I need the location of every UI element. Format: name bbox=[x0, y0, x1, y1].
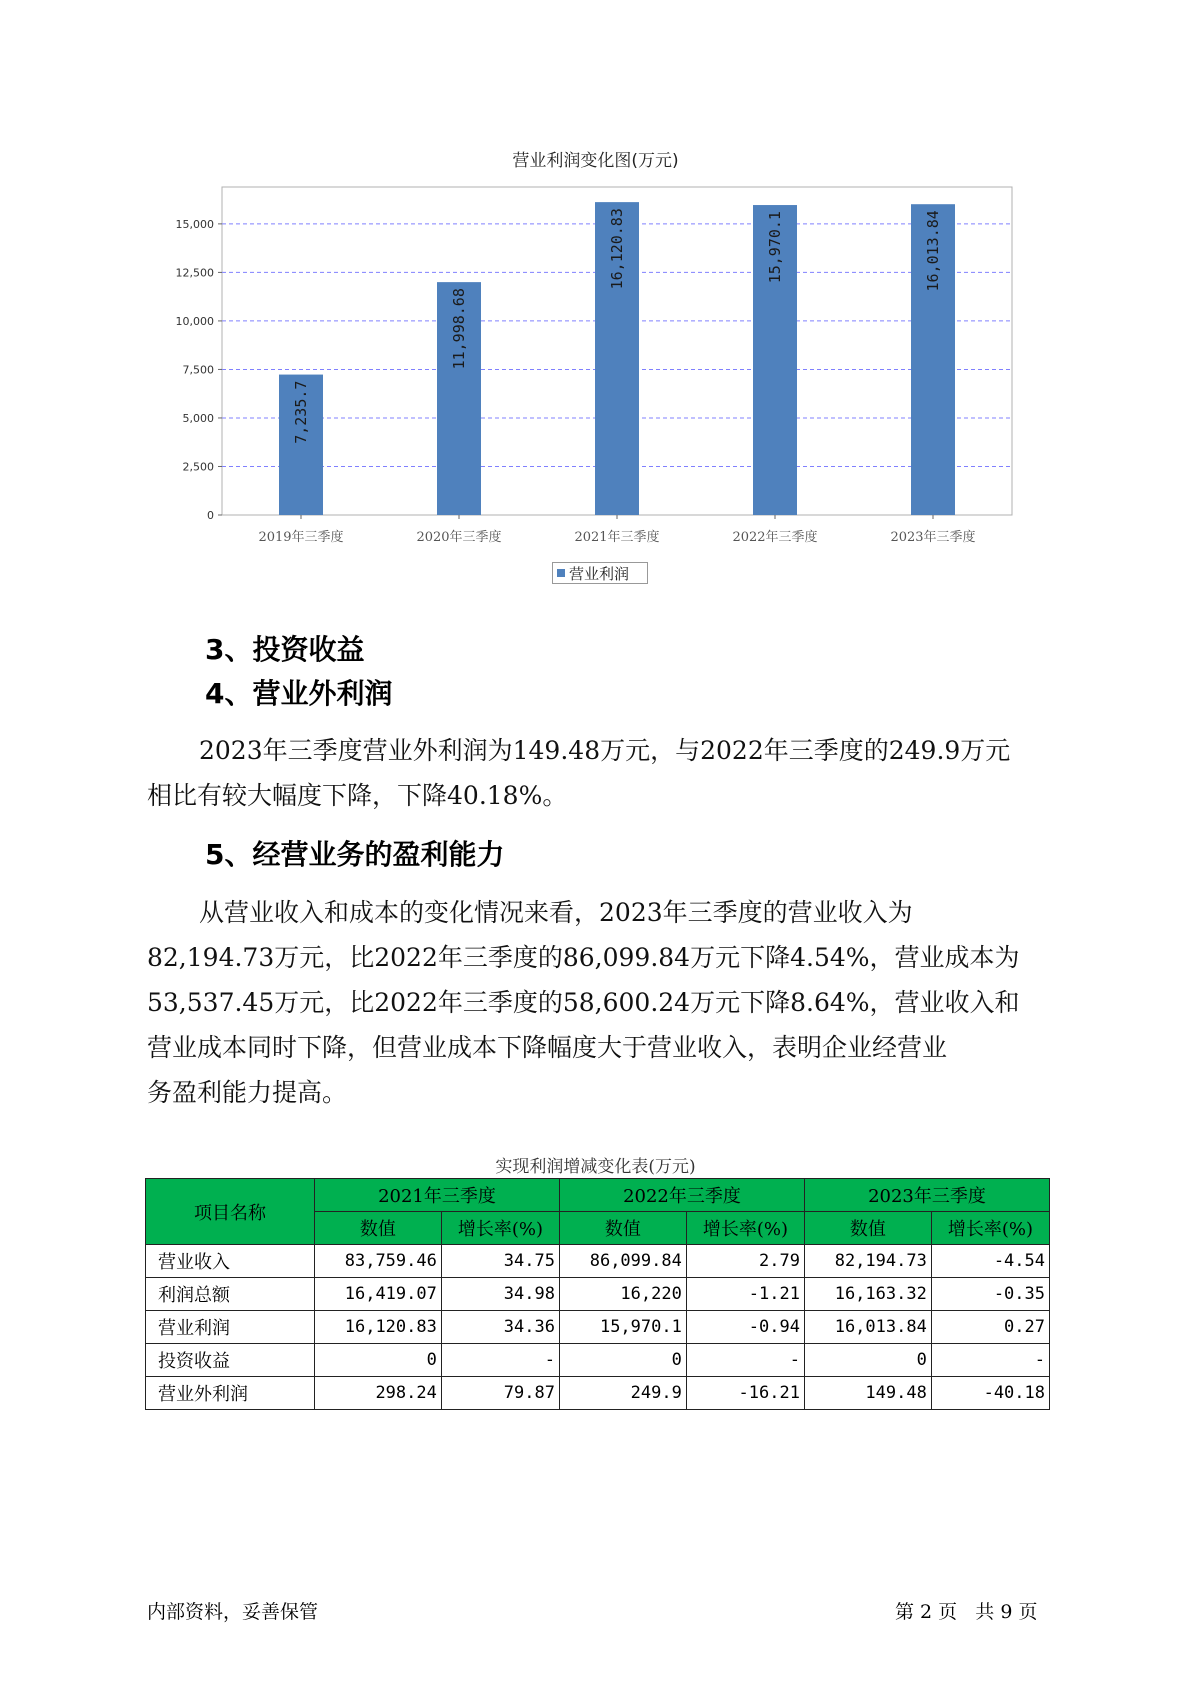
table-title: 实现利润增减变化表(万元) bbox=[495, 1157, 696, 1177]
cell-rate: 0.27 bbox=[931, 1311, 1049, 1344]
table-row bbox=[146, 1245, 1050, 1278]
heading-non-operating-profit: 4、营业外利润 bbox=[205, 677, 393, 710]
text-line: 从营业收入和成本的变化情况来看，2023年三季度的营业收入为 bbox=[199, 898, 913, 927]
footer-confidential: 内部资料，妥善保管 bbox=[147, 1601, 319, 1623]
cell-rate: -40.18 bbox=[931, 1377, 1049, 1410]
cell-rate: -4.54 bbox=[931, 1245, 1049, 1278]
profit-change-table bbox=[145, 1178, 1050, 1410]
paragraph-non-operating-profit bbox=[147, 728, 1067, 818]
header-rate: 增长率(%) bbox=[441, 1212, 559, 1245]
cell-rate: 79.87 bbox=[441, 1377, 559, 1410]
cell-value: 82,194.73 bbox=[804, 1245, 931, 1278]
x-tick-label: 2021年三季度 bbox=[574, 530, 660, 545]
y-tick-label: 2,500 bbox=[182, 460, 214, 474]
header-rate: 增长率(%) bbox=[931, 1212, 1049, 1245]
header-value: 数值 bbox=[804, 1212, 931, 1245]
cell-rate: - bbox=[931, 1344, 1049, 1377]
text-line: 53,537.45万元，比2022年三季度的58,600.24万元下降8.64%，营业收入和 bbox=[147, 988, 1020, 1017]
chart-legend bbox=[552, 562, 648, 584]
cell-rate: -0.35 bbox=[931, 1278, 1049, 1311]
text-line: 82,194.73万元，比2022年三季度的86,099.84万元下降4.54%，营业成本为 bbox=[147, 943, 1020, 972]
y-tick-label: 0 bbox=[207, 509, 214, 522]
cell-value: 86,099.84 bbox=[559, 1245, 686, 1278]
header-rate: 增长率(%) bbox=[686, 1212, 804, 1245]
cell-value: 0 bbox=[315, 1344, 442, 1377]
y-tick-label: 5,000 bbox=[182, 411, 214, 425]
cell-value: 249.9 bbox=[559, 1377, 686, 1410]
legend-swatch bbox=[557, 569, 565, 577]
table-row bbox=[146, 1311, 1050, 1344]
text-line: 务盈利能力提高。 bbox=[147, 1078, 348, 1107]
cell-value: 16,419.07 bbox=[315, 1278, 442, 1311]
profit-bar-chart bbox=[0, 0, 1191, 560]
cell-rate: -16.21 bbox=[686, 1377, 804, 1410]
cell-value: 16,013.84 bbox=[804, 1311, 931, 1344]
header-value: 数值 bbox=[559, 1212, 686, 1245]
y-tick-label: 7,500 bbox=[182, 363, 214, 377]
y-tick-label: 12,500 bbox=[175, 266, 214, 280]
cell-value: 0 bbox=[804, 1344, 931, 1377]
x-tick-label: 2019年三季度 bbox=[258, 530, 344, 545]
cell-rate: 34.98 bbox=[441, 1278, 559, 1311]
bar-value-label: 7,235.7 bbox=[292, 380, 310, 444]
footer-page-number: 第 2 页 共 9 页 bbox=[895, 1601, 1038, 1623]
cell-rate: 34.36 bbox=[441, 1311, 559, 1344]
row-name: 营业收入 bbox=[146, 1245, 315, 1278]
cell-rate: 2.79 bbox=[686, 1245, 804, 1278]
x-tick-label: 2022年三季度 bbox=[732, 530, 818, 545]
row-name: 营业利润 bbox=[146, 1311, 315, 1344]
cell-value: 15,970.1 bbox=[559, 1311, 686, 1344]
table-row bbox=[146, 1278, 1050, 1311]
x-tick-label: 2020年三季度 bbox=[416, 530, 502, 545]
header-value: 数值 bbox=[315, 1212, 442, 1245]
header-period: 2021年三季度 bbox=[315, 1179, 560, 1212]
text-line: 2023年三季度营业外利润为149.48万元，与2022年三季度的249.9万元 bbox=[199, 736, 1011, 765]
cell-value: 16,220 bbox=[559, 1278, 686, 1311]
cell-value: 83,759.46 bbox=[315, 1245, 442, 1278]
cell-rate: -0.94 bbox=[686, 1311, 804, 1344]
cell-rate: - bbox=[441, 1344, 559, 1377]
bar-value-label: 11,998.68 bbox=[450, 288, 468, 370]
cell-rate: 34.75 bbox=[441, 1245, 559, 1278]
cell-value: 149.48 bbox=[804, 1377, 931, 1410]
cell-value: 16,163.32 bbox=[804, 1278, 931, 1311]
x-tick-label: 2023年三季度 bbox=[890, 530, 976, 545]
cell-rate: -1.21 bbox=[686, 1278, 804, 1311]
header-item-name: 项目名称 bbox=[146, 1179, 315, 1245]
bar-value-label: 16,120.83 bbox=[608, 208, 626, 290]
legend-label: 营业利润 bbox=[569, 564, 630, 583]
heading-investment-income: 3、投资收益 bbox=[205, 633, 365, 666]
header-period: 2023年三季度 bbox=[804, 1179, 1049, 1212]
table-row bbox=[146, 1377, 1050, 1410]
heading-profitability: 5、经营业务的盈利能力 bbox=[205, 838, 505, 871]
chart-title: 营业利润变化图(万元) bbox=[512, 151, 679, 171]
cell-value: 298.24 bbox=[315, 1377, 442, 1410]
y-tick-label: 10,000 bbox=[175, 314, 214, 328]
cell-value: 0 bbox=[559, 1344, 686, 1377]
paragraph-profitability bbox=[147, 890, 1067, 1115]
text-line: 相比有较大幅度下降，下降40.18%。 bbox=[147, 781, 568, 810]
bar-value-label: 15,970.1 bbox=[766, 211, 784, 284]
cell-rate: - bbox=[686, 1344, 804, 1377]
table-row bbox=[146, 1344, 1050, 1377]
text-line: 营业成本同时下降，但营业成本下降幅度大于营业收入，表明企业经营业 bbox=[147, 1033, 948, 1062]
row-name: 营业外利润 bbox=[146, 1377, 315, 1410]
y-tick-label: 15,000 bbox=[175, 217, 214, 231]
row-name: 利润总额 bbox=[146, 1278, 315, 1311]
row-name: 投资收益 bbox=[146, 1344, 315, 1377]
header-period: 2022年三季度 bbox=[559, 1179, 804, 1212]
bar-value-label: 16,013.84 bbox=[924, 210, 942, 292]
cell-value: 16,120.83 bbox=[315, 1311, 442, 1344]
